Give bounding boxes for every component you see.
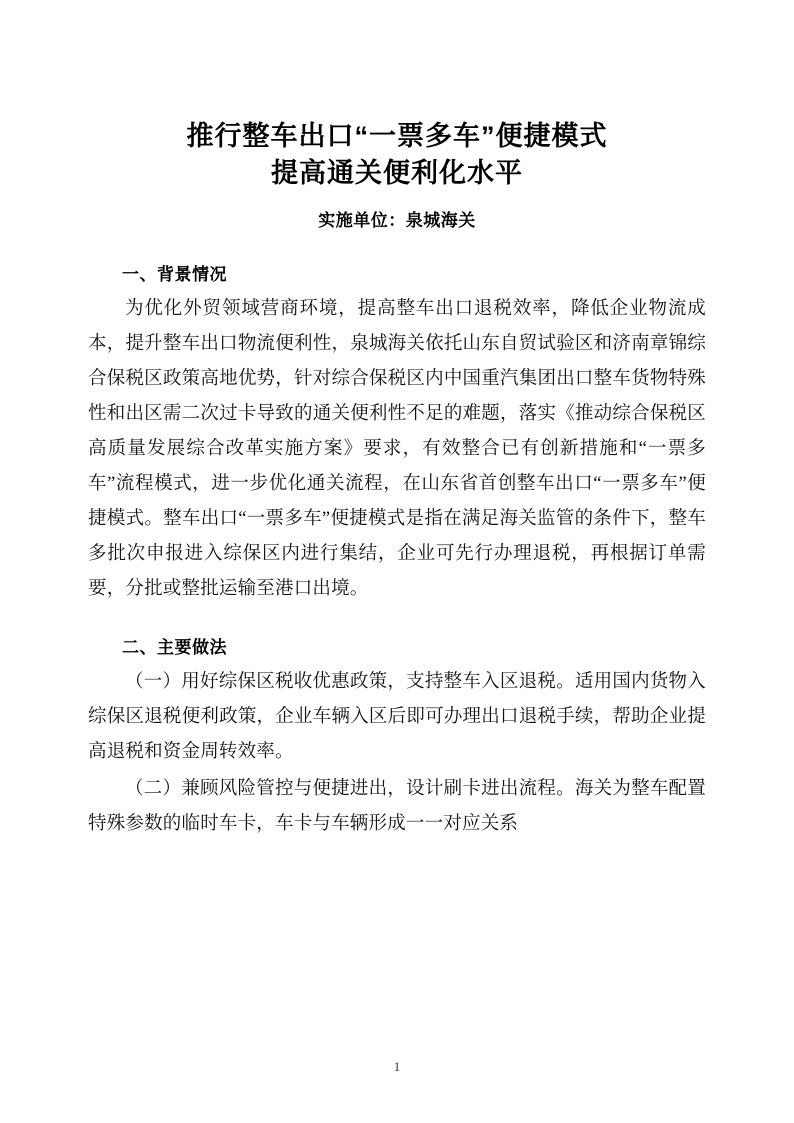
page-title-line-1: 推行整车出口“一票多车”便捷模式 [186,121,608,151]
page-number: 1 [393,1059,401,1074]
section-heading-methods: 二、主要做法 [122,638,227,657]
page-title [88,118,706,192]
section-heading-background: 一、背景情况 [122,265,227,284]
section-background-paragraph-1: 为优化外贸领域营商环境，提高整车出口退税效率，降低企业物流成本，提升整车出口物流便利性，泉城海关依托山东自贸试验区和济南章锦综合保税区政策高地优势，针对综合保税区内中国重汽集团出口整车货物特殊性和出区需二次过卡导致的通关便利性不足的难题，落实《推动综合保税区高质量发展综合改革实施方案》要求，有效整合已有创新措施和“一票多车”流程模式，进一步优化通关流程，在山东省首创整车出口“一票多车”便捷模式。整车出口“一票多车”便捷模式是指在满足海关监管的条件下，整车多批次申报进入综保区内进行集结，企业可先行办理退税，再根据订单需要，分批或整批运输至港口出境。 [88,299,706,599]
page-title-line-2: 提高通关便利化水平 [271,158,523,188]
document-subtitle: 实施单位：泉城海关 [318,211,476,230]
section-methods-paragraph-2: （二）兼顾风险管控与便捷进出，设计刷卡进出流程。海关为整车配置特殊参数的临时车卡，车卡与车辆形成一一对应关系 [88,779,706,834]
section-methods-paragraph-1: （一）用好综保区税收优惠政策，支持整车入区退税。适用国内货物入综保区退税便利政策，企业车辆入区后即可办理出口退税手续，帮助企业提高退税和资金周转效率。 [88,672,706,762]
